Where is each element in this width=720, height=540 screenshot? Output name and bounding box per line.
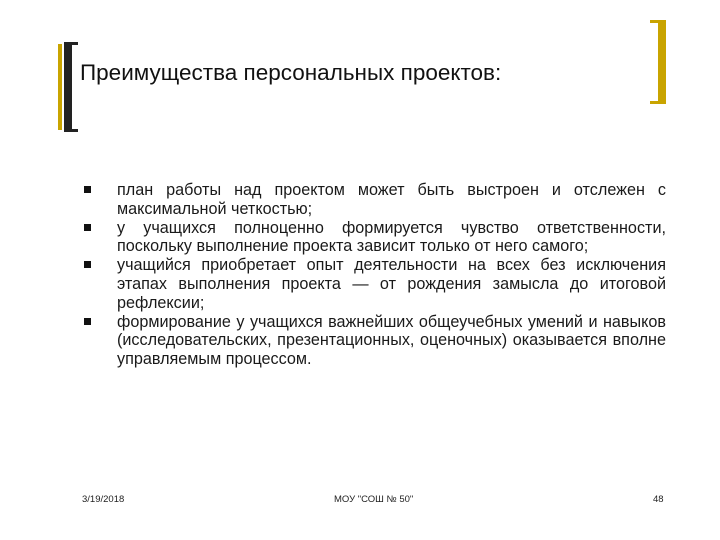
slide-title: Преимущества персональных проектов: — [80, 60, 502, 85]
square-bullet-icon — [84, 261, 91, 268]
bullet-item — [84, 256, 666, 312]
bullet-item — [84, 181, 666, 219]
bullet-item — [84, 219, 666, 257]
square-bullet-icon — [84, 224, 91, 231]
title-bracket-right — [650, 20, 666, 104]
bullet-text: формирование у учащихся важнейших общеучебных умений и навыков (исследовательских, презентационных, оценочных) оказывается вполне управляемым процессом. — [117, 312, 666, 369]
footer-organization: МОУ "СОШ № 50" — [334, 494, 414, 505]
bullet-list — [84, 181, 666, 369]
page-number: 48 — [653, 494, 664, 505]
title-bracket-left — [64, 42, 78, 132]
square-bullet-icon — [84, 186, 91, 193]
square-bullet-icon — [84, 318, 91, 325]
footer-date: 3/19/2018 — [82, 494, 125, 505]
bullet-item — [84, 313, 666, 369]
bullet-text: учащийся приобретает опыт деятельности на всех без исключения этапах выполнения проекта — от рождения замысла до итоговой рефлексии; — [117, 256, 666, 312]
bullet-text: план работы над проектом может быть выстроен и отслежен с максимальной четкостью; — [117, 181, 666, 218]
title-bracket-left-accent — [58, 44, 62, 130]
bullet-text: у учащихся полноценно формируется чувство ответственности, поскольку выполнение проекта зависит только от него самого; — [117, 218, 666, 256]
